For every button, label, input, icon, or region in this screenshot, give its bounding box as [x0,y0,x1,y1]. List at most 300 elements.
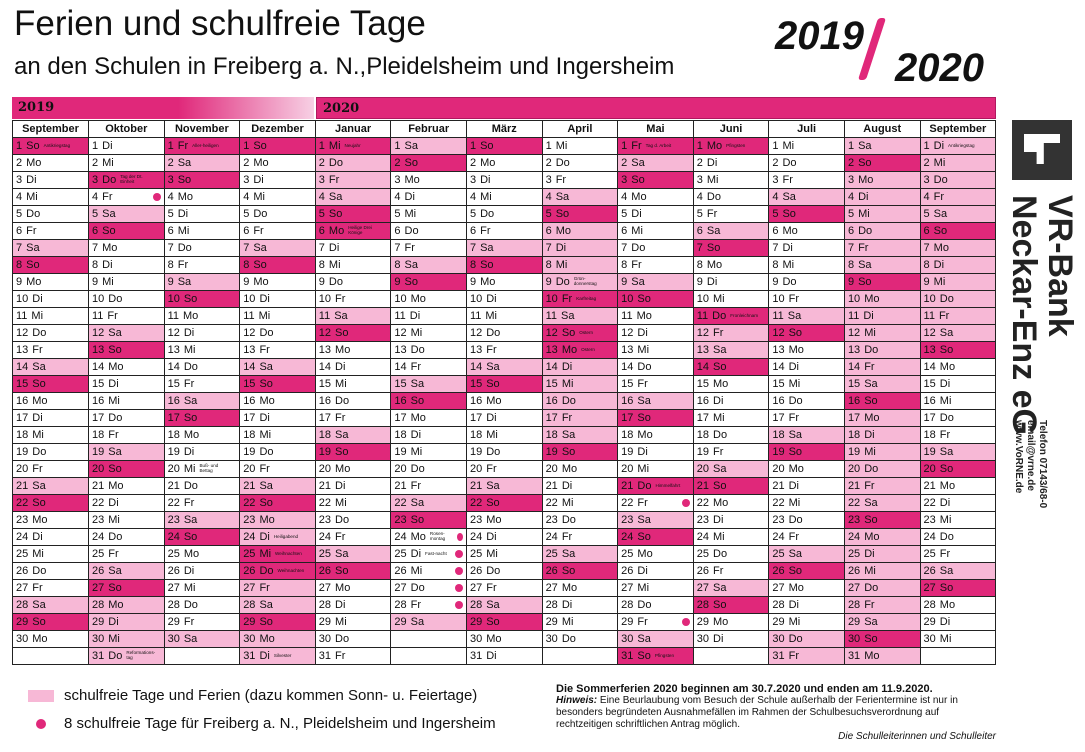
month-header: November [164,121,240,138]
weekday: So [108,344,122,356]
weekday: Do [259,446,274,458]
weekday: Do [864,582,879,594]
day-number: 9 [318,276,325,288]
weekday: Fr [335,293,346,305]
day-number: 27 [545,582,558,594]
extra-day-dot-icon [455,584,463,592]
day-number: 7 [469,242,477,254]
weekday: Do [561,633,576,645]
month-header: April [542,121,618,138]
day-number: 25 [621,548,634,560]
day-cell [844,342,920,359]
bank-email[interactable]: email@vrne.de [1025,420,1036,491]
day-number: 6 [318,225,325,237]
day-cell [844,206,920,223]
day-number: 18 [545,429,558,441]
weekday: Di [933,259,945,271]
day-number: 11 [847,310,860,322]
weekday: Do [555,276,570,288]
day-number: 11 [394,310,406,322]
weekday: Do [328,276,343,288]
day-cell [618,478,694,495]
day-number: 5 [92,208,99,220]
weekday: Fr [864,361,875,373]
day-number: 21 [167,480,180,492]
day-number: 8 [167,259,174,271]
weekday: Do [410,463,425,475]
day-number: 8 [847,259,855,271]
day-number: 2 [772,157,779,169]
day-cell [164,410,240,427]
weekday: Sa [177,157,192,169]
day-number: 21 [318,480,332,492]
day-number: 28 [847,599,861,611]
weekday: Di [259,650,270,662]
day-number: 29 [696,616,709,628]
day-cell [542,512,618,529]
day-cell [89,529,165,546]
day-cell [164,427,240,444]
day-cell [466,376,542,393]
day-number: 22 [772,497,785,509]
day-number: 3 [545,174,552,186]
day-cell [542,308,618,325]
day-number: 30 [243,633,256,645]
holiday-note: Tag d. Arbeit [645,142,672,148]
day-cell [164,444,240,461]
day-number: 3 [167,174,174,186]
day-cell [391,223,467,240]
day-number: 28 [696,599,709,611]
weekday: Mo [561,463,578,475]
day-cell [391,614,467,631]
year-bar-2020: 2020 [316,97,996,119]
day-cell [240,410,316,427]
day-number: 29 [847,616,861,628]
day-cell [240,155,316,172]
day-cell [769,563,845,580]
day-cell [13,410,89,427]
weekday: So [108,463,122,475]
day-cell [466,648,542,665]
day-cell [920,325,996,342]
day-number: 17 [394,412,407,424]
day-cell [89,546,165,563]
weekday: Mo [713,616,729,628]
day-number: 27 [621,582,634,594]
day-cell [693,478,769,495]
calendar-row [13,155,996,172]
day-cell [315,291,391,308]
day-number: 30 [167,633,180,645]
day-cell [391,529,467,546]
day-cell [13,546,89,563]
weekday: Fr [864,599,875,611]
weekday: Mo [480,157,496,169]
day-number: 16 [16,395,29,407]
weekday: Mi [480,191,492,203]
day-cell [164,461,240,478]
day-number: 28 [621,599,634,611]
holiday-note: Fronleichnam [730,312,759,318]
note-hint-label: Hinweis: [556,695,598,706]
day-number: 22 [243,497,256,509]
day-number: 16 [621,395,634,407]
day-cell [89,189,165,206]
day-cell [315,359,391,376]
day-number: 7 [92,242,99,254]
day-number: 26 [318,565,332,577]
weekday: Mi [486,548,498,560]
day-cell [769,444,845,461]
day-number: 29 [923,616,936,628]
weekday: Di [259,412,270,424]
extra-day-dot-icon [682,618,690,626]
day-cell [618,257,694,274]
weekday: Fr [108,429,119,441]
weekday: So [864,633,878,645]
weekday: Sa [939,446,954,458]
weekday: So [788,565,803,577]
day-cell [693,240,769,257]
day-cell [466,410,542,427]
day-cell [13,342,89,359]
day-cell [844,478,920,495]
day-number: 9 [923,276,930,288]
weekday: Di [939,378,951,390]
weekday: Di [253,174,264,186]
day-number: 26 [847,565,861,577]
weekday: Fr [335,412,346,424]
day-cell [13,444,89,461]
weekday: Mi [637,463,650,475]
weekday: Fr [788,412,799,424]
day-number: 23 [621,514,634,526]
weekday: Mi [788,497,801,509]
day-number: 2 [923,157,930,169]
weekday: Sa [335,548,349,560]
weekday: Do [183,480,198,492]
weekday: Mi [864,565,876,577]
weekday: Di [177,208,189,220]
holiday-note: Antikriegstag [948,142,975,148]
day-number: 12 [696,327,709,339]
weekday: Do [788,633,803,645]
day-cell [89,444,165,461]
day-cell [693,512,769,529]
day-cell [920,461,996,478]
day-cell [13,189,89,206]
day-cell [164,308,240,325]
day-cell [542,223,618,240]
day-number: 7 [16,242,23,254]
day-number: 9 [847,276,855,288]
day-number: 15 [469,378,483,390]
day-number: 20 [469,463,483,475]
legend-extra-days-label: 8 schulfreie Tage für Freiberg a. N., Pleidelsheim und Ingersheim [64,715,496,732]
day-number: 27 [772,582,785,594]
day-number: 12 [847,327,861,339]
weekday: Mo [486,514,502,526]
day-cell [164,359,240,376]
weekday: Mo [253,276,269,288]
day-number: 29 [318,616,332,628]
day-cell [315,223,391,240]
day-cell [240,223,316,240]
weekday: Mi [933,157,946,169]
weekday: Mi [102,276,114,288]
weekday: Do [713,548,728,560]
weekday: Di [102,259,113,271]
weekday: Fr [561,531,573,543]
day-cell [844,223,920,240]
weekday: Do [328,157,343,169]
weekday: Fr [177,259,189,271]
day-number: 16 [696,395,709,407]
holiday-note: Pfingsten [654,652,675,658]
day-number: 7 [318,242,325,254]
day-number: 17 [167,412,180,424]
holiday-note: Ostern [581,346,595,352]
day-number: 15 [92,378,105,390]
day-number: 30 [16,633,29,645]
day-number: 15 [621,378,634,390]
day-cell [693,223,769,240]
day-number: 22 [167,497,180,509]
weekday: Di [561,480,573,492]
weekday: Do [939,531,954,543]
day-cell [164,189,240,206]
day-cell [89,648,165,665]
weekday: Sa [637,514,651,526]
day-number: 15 [772,378,785,390]
weekday: So [486,616,500,628]
weekday: Sa [864,497,878,509]
weekday: Fr [253,225,264,237]
day-number: 31 [92,650,105,662]
weekday: Sa [561,429,576,441]
day-number: 26 [545,565,558,577]
day-number: 30 [847,633,861,645]
weekday: Di [335,599,346,611]
day-cell [693,597,769,614]
weekday: Di [788,480,799,492]
weekday: So [637,293,651,305]
weekday: Mo [713,497,729,509]
day-cell [618,291,694,308]
day-cell [13,529,89,546]
day-cell [89,614,165,631]
weekday: Fr [32,463,43,475]
weekday: Do [404,225,419,237]
day-cell [315,597,391,614]
day-number: 23 [394,514,407,526]
day-cell [466,223,542,240]
holiday-note: Aller-heiligen [192,142,219,148]
weekday: Do [410,582,425,594]
calendar-row [13,223,996,240]
day-cell [920,240,996,257]
day-number: 29 [243,616,256,628]
day-cell [618,308,694,325]
extra-day-dot-icon [682,499,690,507]
day-cell [240,240,316,257]
weekday: So [183,531,198,543]
day-cell [542,648,618,665]
weekday: Sa [183,633,198,645]
day-cell [240,529,316,546]
weekday: Sa [26,242,40,254]
day-number: 29 [394,616,407,628]
day-cell [13,138,89,155]
day-number: 5 [394,208,401,220]
day-cell [315,257,391,274]
calendar-row [13,189,996,206]
day-cell [618,614,694,631]
day-cell [844,240,920,257]
day-number: 13 [16,344,29,356]
day-cell [466,495,542,512]
day-cell [466,393,542,410]
weekday: Di [788,361,799,373]
weekday: Sa [404,140,418,152]
day-cell [920,478,996,495]
day-number: 14 [167,361,180,373]
weekday: Mo [864,293,880,305]
note-hint-text: Eine Beurlaubung vom Besuch der Schule außerhalb der Ferientermine ist nur in besonders begründeten Ausnahmefällen im Rahmen der Schulbesuchsverordnung auf rechtzeitigen schriftlichen Antrag möglich. [556,695,958,730]
day-cell [618,342,694,359]
calendar-row [13,614,996,631]
weekday: So [713,480,727,492]
day-cell [618,597,694,614]
day-cell [618,512,694,529]
weekday: Do [713,429,728,441]
month-header: Mai [618,121,694,138]
day-number: 25 [772,548,785,560]
weekday: Sa [486,599,500,611]
note-signature: Die Schulleiterinnen und Schulleiter [838,731,996,742]
day-cell [315,512,391,529]
day-cell [13,274,89,291]
day-cell [920,631,996,648]
weekday: Sa [480,242,494,254]
day-number: 24 [923,531,936,543]
legend-holidays [28,686,477,706]
day-cell [89,580,165,597]
day-cell [542,614,618,631]
day-cell [769,478,845,495]
weekday: Di [410,429,422,441]
day-cell [618,155,694,172]
weekday: So [253,140,267,152]
day-cell [844,138,920,155]
day-number: 11 [923,310,935,322]
weekday: Di [637,446,648,458]
day-number: 7 [923,242,930,254]
day-cell [769,342,845,359]
day-number: 23 [167,514,180,526]
day-number: 16 [167,395,180,407]
day-cell [89,393,165,410]
day-cell [693,257,769,274]
weekday: So [555,208,570,220]
bank-phone: Telefon 07143/68-0 [1037,420,1048,509]
weekday: Sa [32,361,46,373]
weekday: Do [858,225,873,237]
day-cell [240,427,316,444]
day-number: 3 [16,174,23,186]
month-header: September [920,121,996,138]
month-header: Dezember [240,121,316,138]
weekday: Mi [335,616,347,628]
day-number: 14 [92,361,105,373]
day-cell [13,597,89,614]
weekday: Do [561,514,576,526]
day-cell [89,478,165,495]
day-cell [240,274,316,291]
weekday: Do [177,242,192,254]
day-cell [542,325,618,342]
day-number: 7 [545,242,552,254]
day-cell [769,648,845,665]
day-cell [164,614,240,631]
day-number: 10 [696,293,709,305]
calendar-row [13,274,996,291]
weekday: Mo [486,633,502,645]
day-number: 25 [92,548,105,560]
day-cell [693,444,769,461]
day-cell [920,546,996,563]
weekday: Mi [410,327,423,339]
day-number: 2 [92,157,99,169]
day-number: 3 [243,174,250,186]
weekday: Mo [108,599,124,611]
day-number: 3 [923,174,930,186]
day-number: 12 [621,327,634,339]
day-number: 5 [16,208,23,220]
day-cell [391,291,467,308]
day-number: 28 [318,599,332,611]
weekday: Mi [858,208,870,220]
day-number: 17 [923,412,936,424]
day-number: 10 [16,293,29,305]
day-cell [315,529,391,546]
day-number: 16 [923,395,936,407]
bank-contact [1012,420,1048,508]
day-cell [89,461,165,478]
day-cell [13,427,89,444]
day-cell [164,631,240,648]
weekday: Do [253,208,268,220]
day-cell [618,427,694,444]
day-number: 23 [545,514,558,526]
day-cell [769,512,845,529]
holiday-note: Weihnachten [277,567,305,573]
weekday: So [713,599,727,611]
bank-website[interactable]: www.VoRNE.de [1013,420,1024,494]
day-number: 4 [318,191,325,203]
day-cell [769,410,845,427]
day-cell [844,410,920,427]
day-number: 25 [696,548,709,560]
day-number: 30 [923,633,936,645]
weekday: So [939,582,954,594]
day-number: 22 [621,497,634,509]
day-number: 12 [243,327,256,339]
weekday: Mo [32,633,48,645]
day-number: 6 [923,225,930,237]
weekday: So [637,531,651,543]
